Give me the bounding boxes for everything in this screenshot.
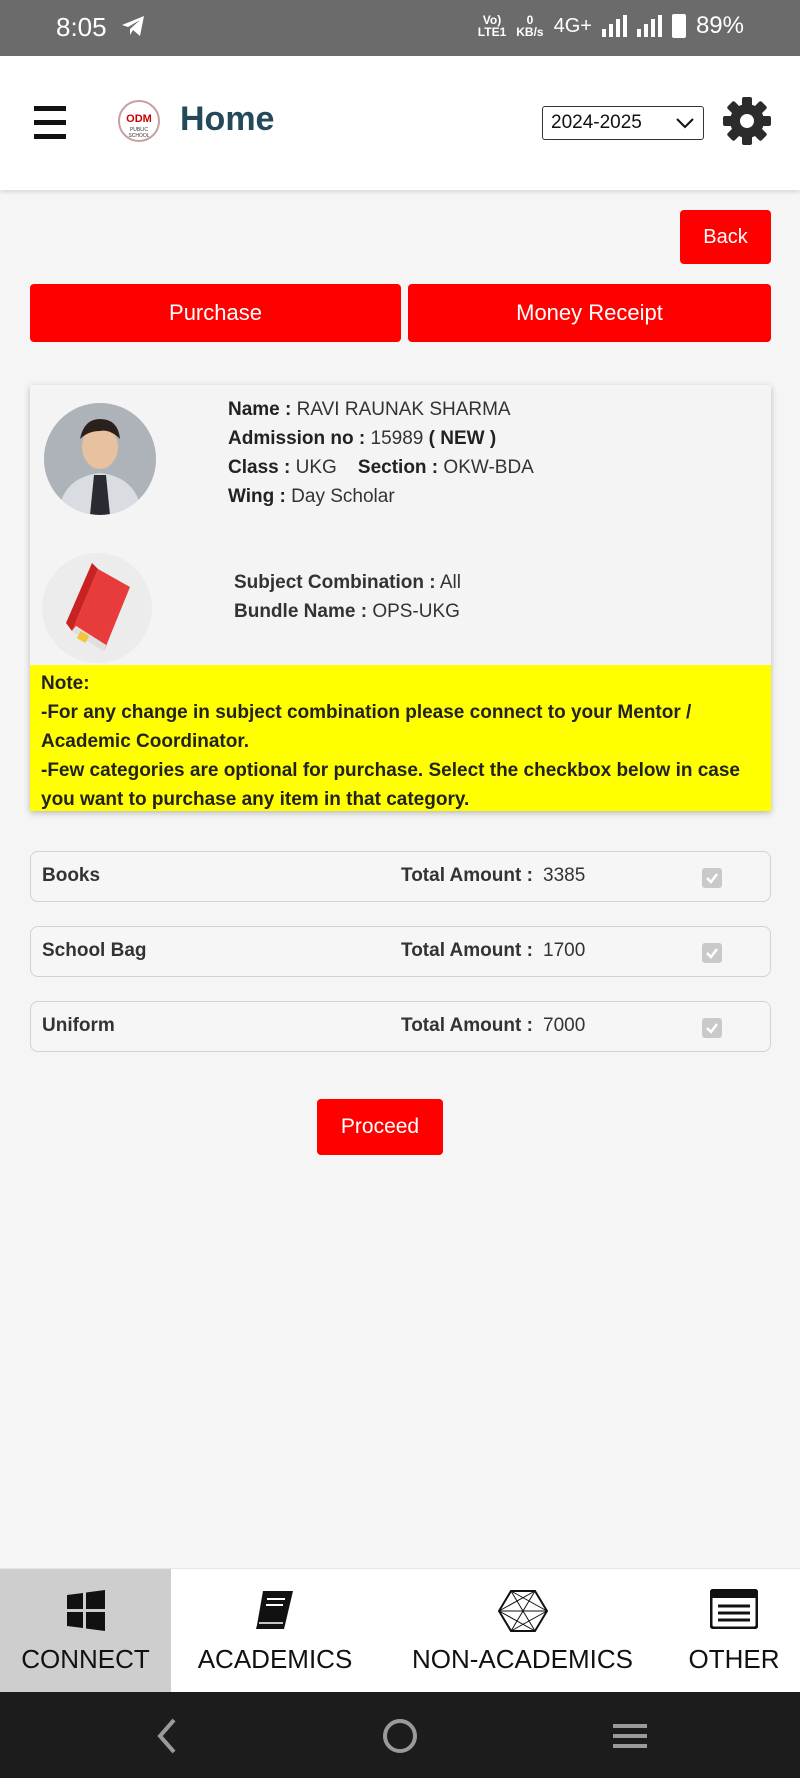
telegram-icon [120, 14, 146, 38]
list-icon [710, 1589, 758, 1629]
category-checkbox[interactable] [702, 943, 722, 963]
total-amount-label: Total Amount : [401, 865, 533, 886]
back-nav-icon[interactable] [152, 1716, 182, 1756]
category-name: School Bag [42, 940, 147, 961]
category-row-uniform[interactable] [30, 1001, 771, 1052]
battery-percent: 89% [695, 12, 744, 39]
total-amount-value: 1700 [543, 940, 586, 961]
nav-label: CONNECT [21, 1644, 150, 1674]
app-header [0, 56, 800, 190]
nav-label: ACADEMICS [197, 1644, 353, 1674]
category-name: Books [42, 865, 101, 886]
data-rate-indicator: 0 KB/s [516, 13, 544, 39]
book-icon [42, 553, 152, 663]
bottom-nav [0, 1568, 800, 1692]
student-details [228, 395, 534, 511]
admission-number: 15989 [370, 428, 424, 449]
category-checkbox[interactable] [702, 1018, 722, 1038]
student-name-row: Name : RAVI RAUNAK SHARMA [228, 399, 511, 420]
admission-tag: ( NEW ) [428, 428, 497, 449]
page-title: Home [180, 100, 275, 138]
note-line-2: -Few categories are optional for purchase. Select the checkbox below in case you want to purchase any item in that category. [41, 760, 741, 810]
nav-connect[interactable] [0, 1569, 171, 1693]
class-row: Class : UKG Section : OKW-BDA [228, 457, 534, 478]
windows-grid-icon [65, 1589, 107, 1631]
wing-row: Wing : Day Scholar [228, 486, 395, 507]
subject-combination-value: All [439, 572, 461, 593]
bundle-name-value: OPS-UKG [372, 601, 460, 622]
category-row-books[interactable] [30, 851, 771, 902]
chevron-down-icon [675, 114, 695, 132]
check-icon [704, 1020, 720, 1036]
back-button[interactable]: Back [680, 210, 771, 264]
category-checkbox[interactable] [702, 868, 722, 888]
student-card [30, 385, 771, 811]
nav-other[interactable] [680, 1569, 788, 1693]
total-amount-label: Total Amount : [401, 1015, 533, 1036]
system-indicators [478, 12, 744, 40]
session-value: 2024-2025 [551, 112, 642, 133]
total-amount-value: 7000 [543, 1015, 586, 1036]
student-name: RAVI RAUNAK SHARMA [296, 399, 511, 420]
nav-non-academics[interactable] [410, 1569, 635, 1693]
total-amount-value: 3385 [543, 865, 586, 886]
purchase-button[interactable]: Purchase [30, 284, 401, 342]
menu-icon[interactable] [34, 106, 66, 140]
check-icon [704, 945, 720, 961]
home-nav-icon[interactable] [380, 1716, 420, 1756]
nav-label: OTHER [688, 1644, 780, 1674]
system-nav-bar [0, 1692, 800, 1778]
category-name: Uniform [42, 1015, 115, 1036]
status-bar [0, 0, 800, 56]
polyhedron-icon [498, 1589, 548, 1633]
network-type: 4G+ [553, 14, 592, 37]
note-line-1: -For any change in subject combination please connect to your Mentor / Academic Coordinator. [41, 702, 692, 752]
bundle-details [234, 568, 461, 626]
subject-combination-row: Subject Combination : All [234, 572, 461, 593]
nav-academics[interactable] [190, 1569, 360, 1693]
wing-value: Day Scholar [291, 486, 395, 507]
proceed-button[interactable]: Proceed [317, 1099, 443, 1155]
volte-indicator: Vo) LTE1 [477, 13, 507, 39]
book-icon [253, 1589, 297, 1631]
session-select[interactable] [542, 106, 704, 140]
signal-icon-2 [637, 15, 662, 37]
signal-icon [602, 15, 627, 37]
money-receipt-button[interactable]: Money Receipt [408, 284, 771, 342]
gear-icon[interactable] [722, 96, 772, 146]
class-value: UKG [295, 457, 337, 478]
school-logo: ODM PUBLIC SCHOOL [118, 100, 160, 142]
status-time: 8:05 [56, 12, 107, 42]
battery-icon [672, 14, 686, 38]
nav-label: NON-ACADEMICS [411, 1644, 633, 1674]
check-icon [704, 870, 720, 886]
note-box [30, 665, 771, 811]
recents-nav-icon[interactable] [610, 1716, 650, 1756]
note-title: Note: [41, 673, 90, 694]
admission-row: Admission no : 15989 ( NEW ) [228, 428, 497, 449]
section-value: OKW-BDA [443, 457, 534, 478]
bundle-name-row: Bundle Name : OPS-UKG [234, 601, 460, 622]
student-photo [44, 403, 156, 515]
category-row-school-bag[interactable] [30, 926, 771, 977]
total-amount-label: Total Amount : [401, 940, 533, 961]
